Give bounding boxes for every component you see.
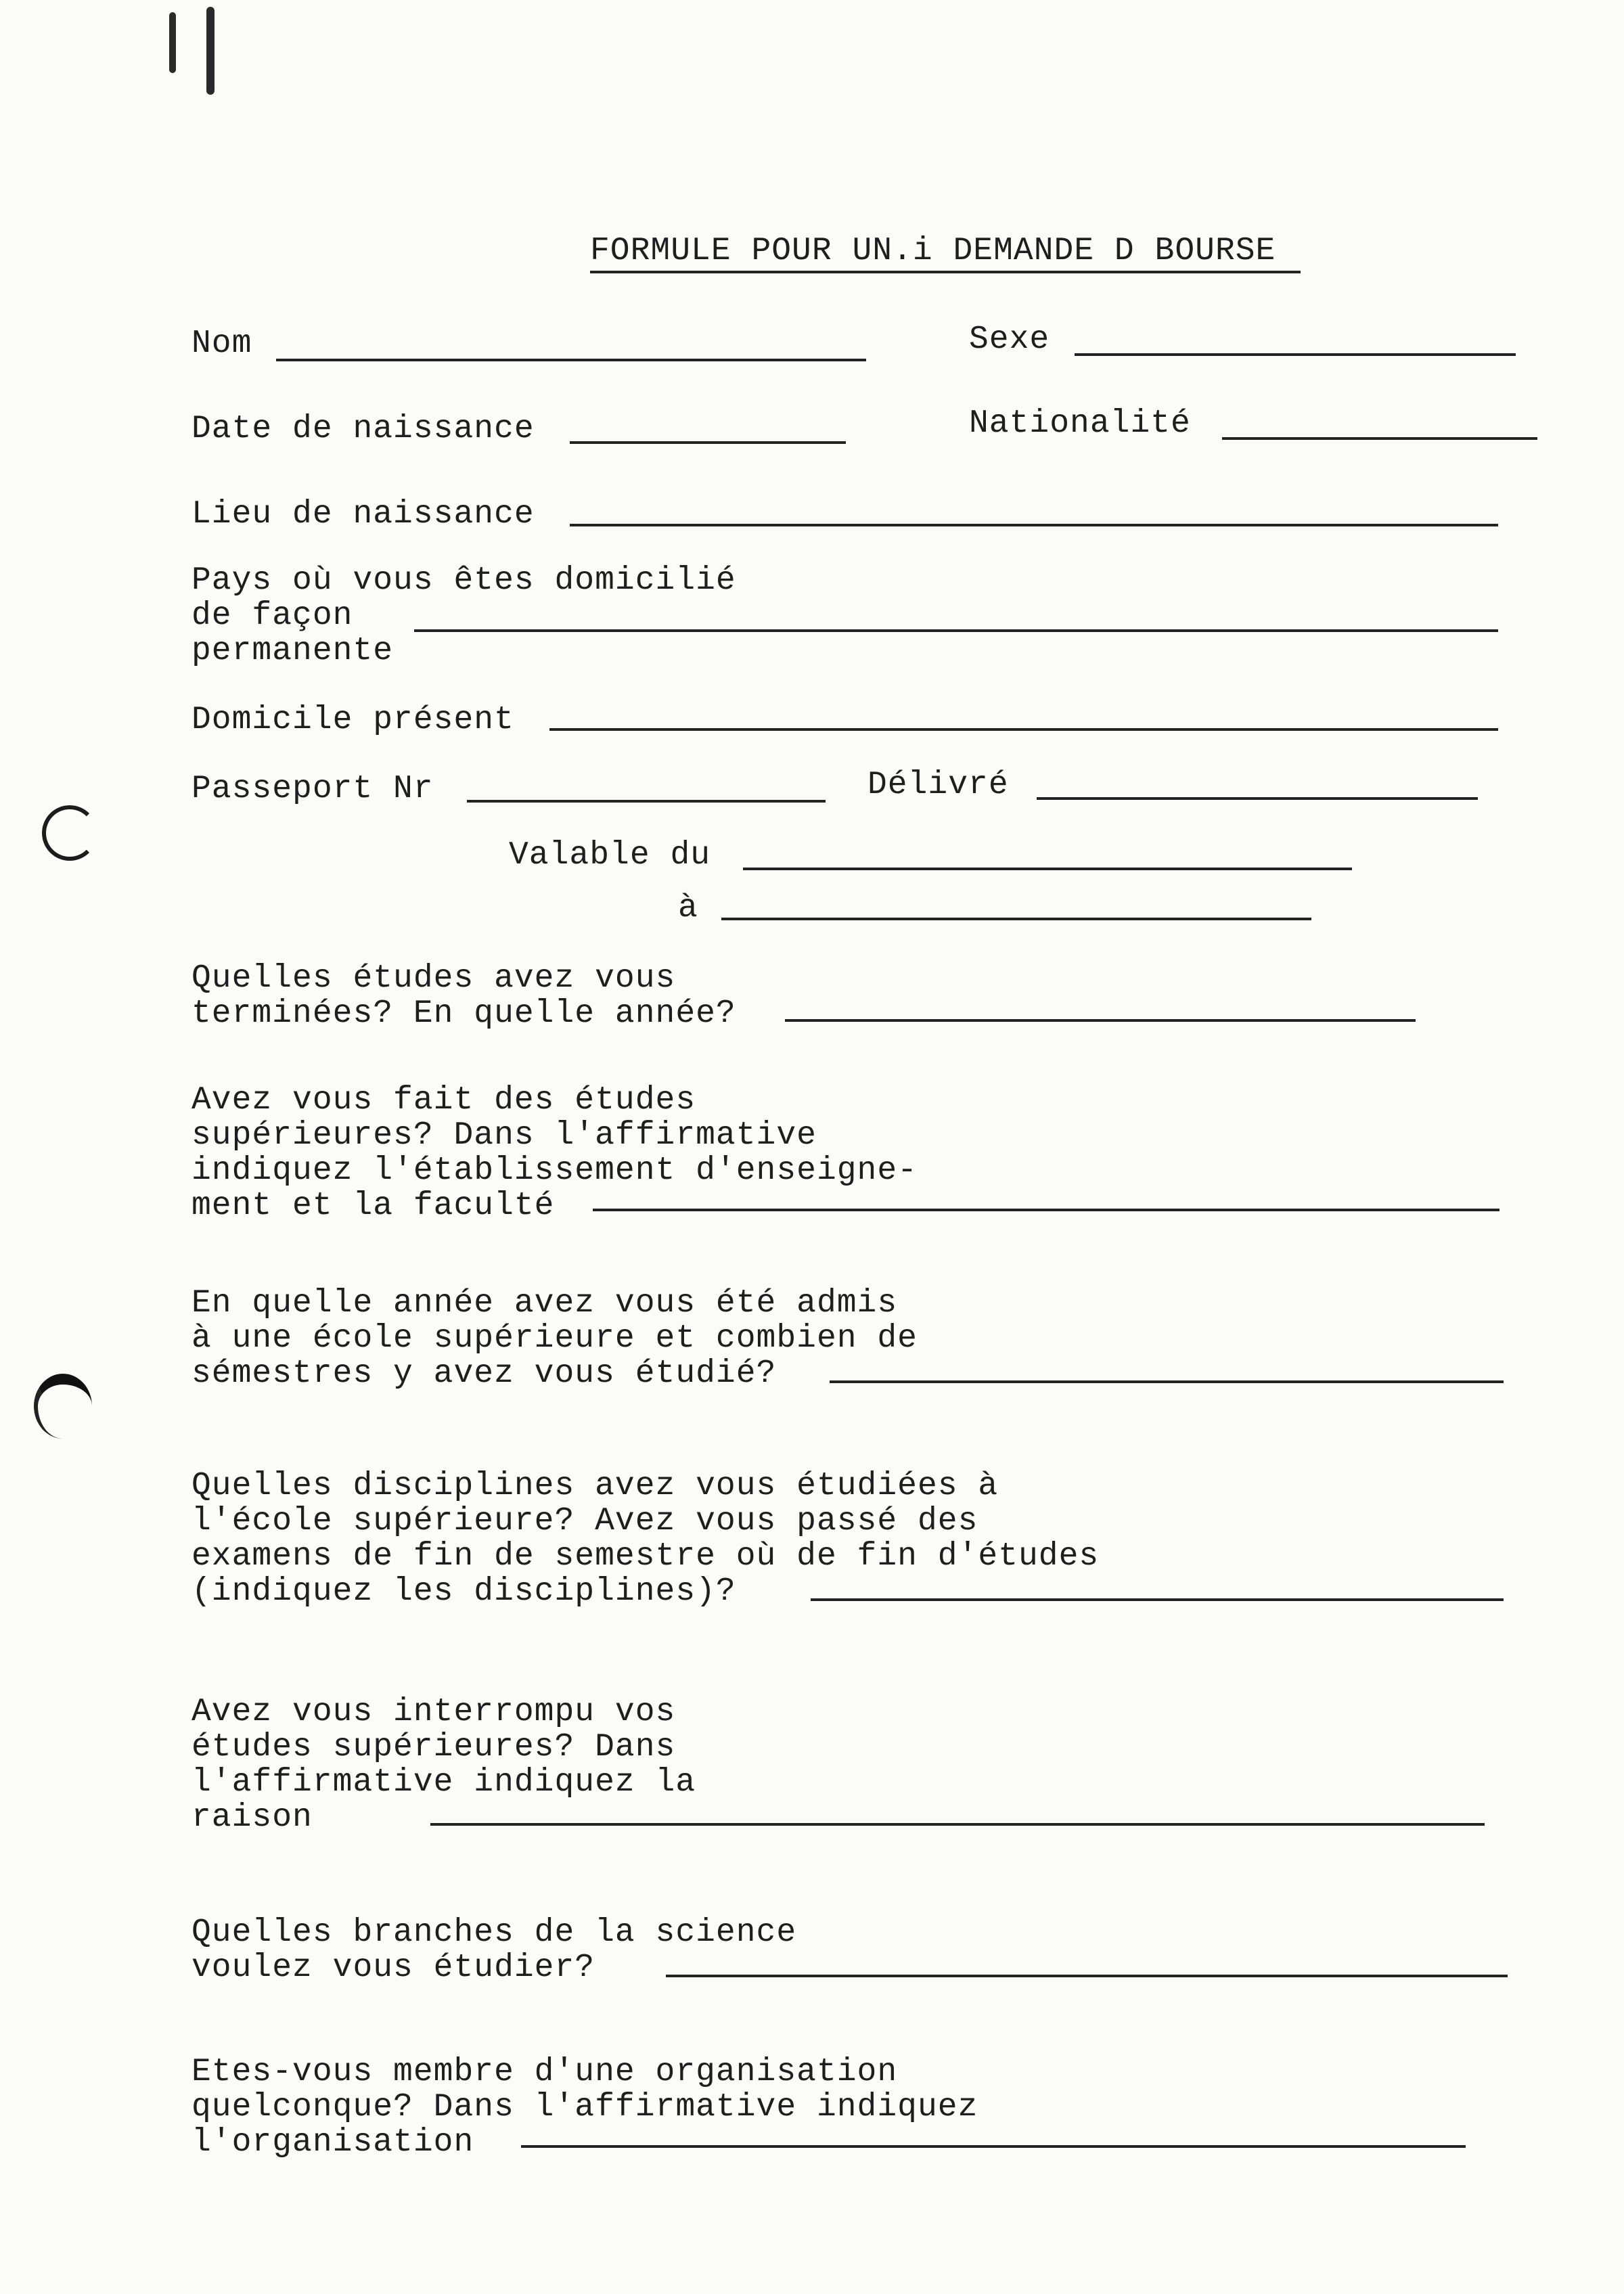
q4-line2: l'école supérieure? Avez vous passé des (191, 1503, 978, 1539)
field-q2[interactable] (593, 1209, 1499, 1211)
q1-line2: terminées? En quelle année? (191, 995, 736, 1032)
binder-hole-mark (42, 805, 97, 861)
label-domicile: Domicile présent (191, 702, 514, 738)
q5-line2: études supérieures? Dans (191, 1729, 676, 1766)
field-delivre[interactable] (1037, 797, 1478, 800)
q7-line3: l'organisation (191, 2124, 474, 2161)
q5-line1: Avez vous interrompu vos (191, 1694, 676, 1730)
field-date-naissance[interactable] (570, 441, 846, 444)
label-nationalite: Nationalité (969, 405, 1191, 442)
q4-line4: (indiquez les disciplines)? (191, 1573, 736, 1610)
q1-line1: Quelles études avez vous (191, 960, 676, 997)
form-title: FORMULE POUR UN.i DEMANDE D BOURSE (590, 233, 1276, 269)
label-pays-1: Pays où vous êtes domicilié (191, 562, 736, 599)
field-q7[interactable] (521, 2145, 1466, 2148)
q4-line3: examens de fin de semestre où de fin d'études (191, 1538, 1100, 1575)
field-lieu-naissance[interactable] (570, 524, 1498, 526)
label-nom: Nom (191, 325, 252, 362)
q2-line3: indiquez l'établissement d'enseigne- (191, 1152, 918, 1189)
field-q5[interactable] (430, 1823, 1485, 1826)
field-nom[interactable] (276, 359, 866, 361)
field-valable-a[interactable] (721, 918, 1311, 920)
title-underline (590, 271, 1301, 273)
punch-mark-top (169, 12, 176, 73)
label-valable-du: Valable du (509, 837, 711, 874)
q7-line2: quelconque? Dans l'affirmative indiquez (191, 2089, 978, 2126)
field-q4[interactable] (811, 1598, 1504, 1601)
q4-line1: Quelles disciplines avez vous étudiées à (191, 1468, 999, 1504)
label-valable-a: à (678, 890, 698, 926)
label-pays-3: permanente (191, 633, 394, 669)
label-sexe: Sexe (969, 321, 1050, 358)
label-pays-2: de façon (191, 598, 353, 634)
field-passeport[interactable] (467, 800, 826, 803)
label-date-naissance: Date de naissance (191, 411, 535, 447)
field-valable-du[interactable] (743, 868, 1352, 870)
field-nationalite[interactable] (1222, 437, 1537, 440)
q2-line2: supérieures? Dans l'affirmative (191, 1117, 817, 1154)
q5-line3: l'affirmative indiquez la (191, 1764, 696, 1801)
q3-line2: à une école supérieure et combien de (191, 1320, 918, 1357)
field-domicile[interactable] (549, 728, 1498, 731)
q2-line4: ment et la faculté (191, 1188, 555, 1224)
field-q1[interactable] (785, 1019, 1416, 1022)
label-delivre: Délivré (867, 767, 1009, 803)
binder-hole-mark-2 (34, 1374, 92, 1439)
field-pays[interactable] (414, 629, 1498, 632)
punch-mark-top-2 (206, 7, 215, 95)
q6-line1: Quelles branches de la science (191, 1914, 797, 1951)
field-q6[interactable] (666, 1975, 1508, 1977)
q6-line2: voulez vous étudier? (191, 1950, 595, 1986)
q3-line3: sémestres y avez vous étudié? (191, 1355, 777, 1392)
q3-line1: En quelle année avez vous été admis (191, 1285, 898, 1322)
q2-line1: Avez vous fait des études (191, 1082, 696, 1119)
q7-line1: Etes-vous membre d'une organisation (191, 2054, 898, 2090)
q5-line4: raison (191, 1799, 313, 1836)
field-sexe[interactable] (1075, 353, 1516, 356)
label-passeport: Passeport Nr (191, 771, 434, 807)
label-lieu-naissance: Lieu de naissance (191, 496, 535, 533)
field-q3[interactable] (830, 1380, 1504, 1383)
